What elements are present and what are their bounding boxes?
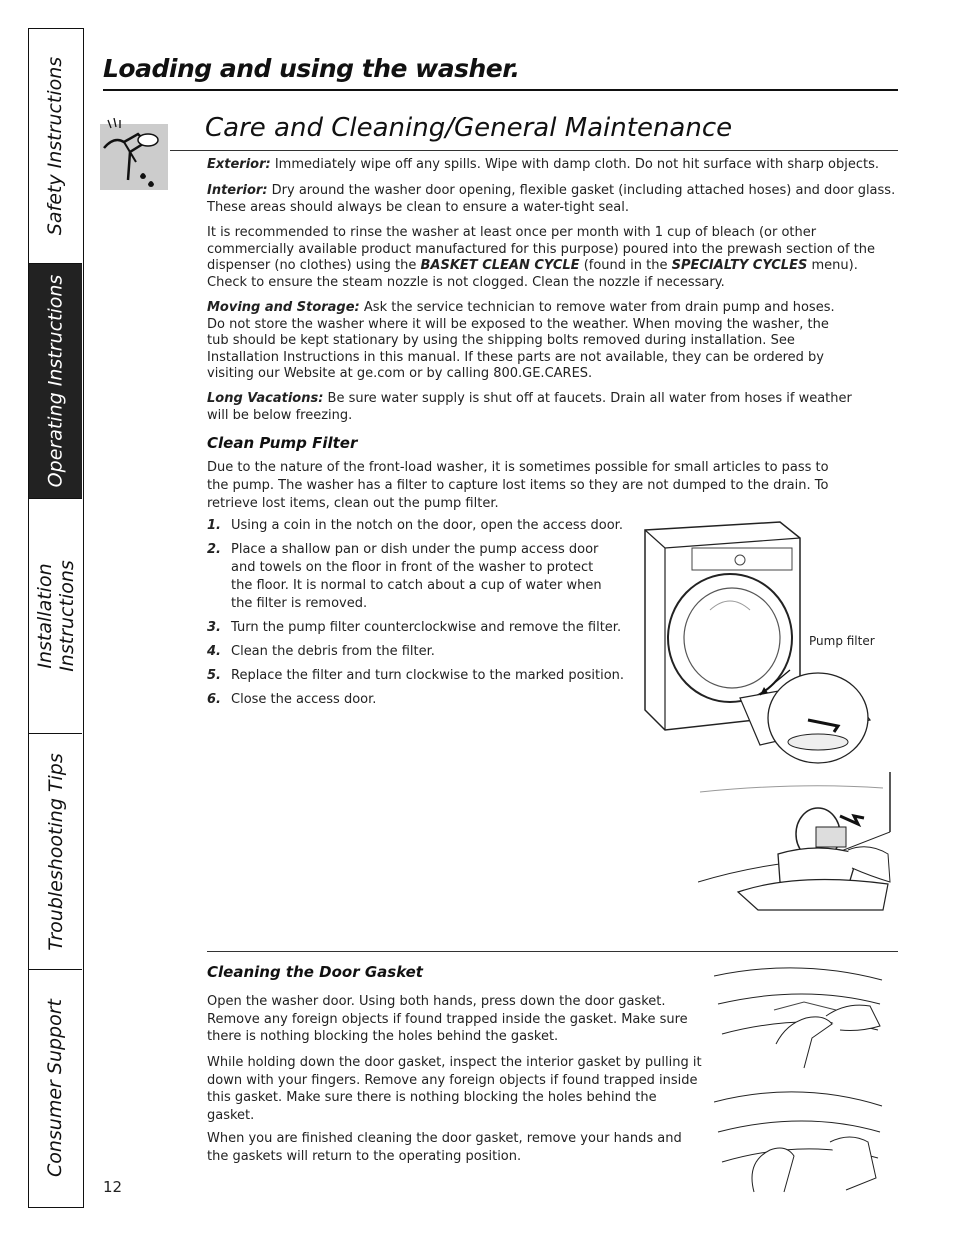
rinse-text-e: menu). Check to ensure the steam nozzle is not clogged. Clean the nozzle if necessary.: [207, 258, 858, 290]
rinse-paragraph: [207, 225, 887, 291]
step-number: 4.: [207, 644, 221, 659]
vacations-text: Be sure water supply is shut off at faucets. Drain all water from hoses if weather will be below freezing.: [207, 391, 852, 423]
exterior-paragraph: [207, 157, 897, 174]
gasket-paragraph-2: While holding down the door gasket, inspect the interior gasket by pulling it down with your fingers. Remove any foreign objects if found trapped inside this gasket. Make sure there is nothing blocking the holes behind the gasket.: [207, 1055, 702, 1123]
interior-paragraph: [207, 183, 897, 216]
step-text: Replace the filter and turn clockwise to the marked position.: [231, 668, 625, 683]
step-number: 2.: [207, 542, 221, 557]
basket-clean-cycle: BASKET CLEAN CYCLE: [420, 258, 580, 273]
gasket-inspect-illustration: [714, 1082, 884, 1194]
interior-text: Dry around the washer door opening, flexible gasket (including attached hoses) and door glass. These areas should always be clean to ensure a water-tight seal.: [207, 183, 896, 215]
rinse-text-c: (found in the: [579, 258, 672, 273]
gasket-paragraph-1: Open the washer door. Using both hands, press down the door gasket. Remove any foreign objects if found trapped inside the gasket. Make sure there is nothing blocking the holes behind the gasket.: [207, 994, 688, 1044]
moving-label: Moving and Storage:: [207, 300, 360, 315]
moving-paragraph: [207, 300, 847, 383]
rinse-text-a: It is recommended to rinse the washer at least once per month with 1 cup of bleach (or other commercially available product manufactured for this purpose) poured into the prewash section of the dispenser (no clothes) using the: [207, 225, 876, 273]
pump-filter-intro: Due to the nature of the front-load washer, it is sometimes possible for small articles to pass to the pump. The washer has a filter to capture lost items so they are not dumped to the drain. To retrieve lost items, clean out the pump filter.: [207, 460, 829, 511]
title-divider: [103, 89, 898, 91]
step-number: 5.: [207, 668, 221, 683]
tab-operating-instructions[interactable]: [29, 264, 82, 499]
step-number: 1.: [207, 518, 221, 533]
step-text: Place a shallow pan or dish under the pump access door and towels on the floor in front of the washer to protect the floor. It is normal to catch about a cup of water when the filter is removed.: [231, 542, 602, 611]
step-number: 3.: [207, 620, 221, 635]
interior-label: Interior:: [207, 183, 268, 198]
step-text: Clean the debris from the filter.: [231, 644, 435, 659]
moving-text: Ask the service technician to remove water from drain pump and hoses. Do not store the washer where it will be exposed to the weather. When moving the washer, the tub should be kept stationary by using the shipping bolts removed during installation. See Installation Instructions in this manual. If these parts are not available, they can be ordered by visiting our Website at ge.com or by calling 800.GE.CARES.: [207, 300, 835, 381]
gasket-section-divider: [207, 951, 898, 952]
tab-label: Consumer Support: [44, 998, 67, 1178]
care-cleaning-icon: [100, 118, 170, 192]
tab-installation-instructions[interactable]: [29, 499, 82, 734]
exterior-label: Exterior:: [207, 157, 271, 172]
tab-label: Troubleshooting Tips: [44, 752, 67, 951]
section-title: Care and Cleaning/General Maintenance: [205, 113, 733, 143]
tab-label: Operating Instructions: [44, 274, 67, 488]
gasket-press-illustration: [714, 964, 884, 1076]
page-number: 12: [103, 1178, 123, 1196]
tab-safety-instructions[interactable]: [29, 29, 82, 264]
exterior-text: Immediately wipe off any spills. Wipe with damp cloth. Do not hit surface with sharp objects.: [270, 157, 879, 172]
filter-removal-illustration: [698, 772, 894, 912]
side-tab-bar: [28, 28, 84, 1208]
tab-label: Installation Instructions: [33, 560, 78, 672]
tab-label: Safety Instructions: [44, 56, 67, 236]
gasket-paragraph-3: When you are finished cleaning the door gasket, remove your hands and the gaskets will return to the operating position.: [207, 1131, 682, 1164]
pump-filter-heading: Clean Pump Filter: [207, 434, 358, 452]
tab-troubleshooting-tips[interactable]: [29, 734, 82, 970]
step-text: Using a coin in the notch on the door, open the access door.: [231, 518, 623, 533]
section-divider: [170, 150, 898, 151]
vacations-label: Long Vacations:: [207, 391, 324, 406]
step-text: Turn the pump filter counterclockwise and remove the filter.: [231, 620, 622, 635]
page-title: Loading and using the washer.: [103, 54, 520, 83]
pump-filter-caption: Pump filter: [809, 634, 875, 648]
step-number: 6.: [207, 692, 221, 707]
specialty-cycles: SPECIALTY CYCLES: [671, 258, 808, 273]
step-text: Close the access door.: [231, 692, 377, 707]
tab-consumer-support[interactable]: [29, 970, 82, 1206]
vacations-paragraph: [207, 391, 867, 424]
gasket-heading: Cleaning the Door Gasket: [207, 963, 423, 981]
